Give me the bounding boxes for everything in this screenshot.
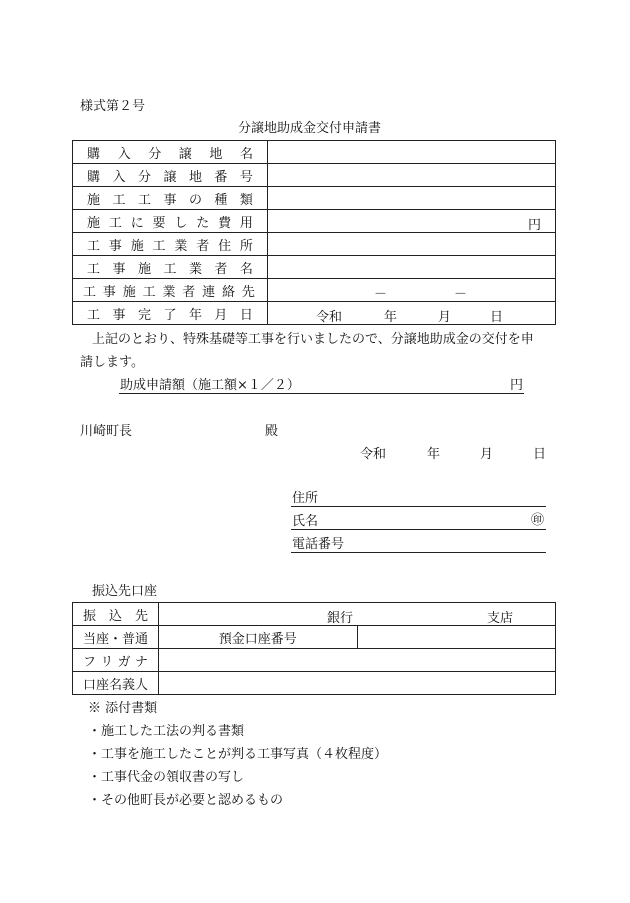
label-char: 施	[87, 215, 101, 231]
bank-account-table	[72, 602, 556, 695]
label-char: 業	[162, 284, 176, 300]
label-char: た	[196, 215, 210, 231]
phone-dash: －	[374, 287, 388, 302]
label-char: 名	[239, 261, 253, 277]
label-char: 日	[239, 307, 253, 323]
honorific: 殿	[265, 424, 279, 439]
label-char: 入	[117, 146, 131, 162]
form-row-label	[73, 166, 267, 185]
label-char: 業	[188, 261, 202, 277]
form-row-label	[73, 189, 267, 208]
bank-row-holder	[73, 672, 556, 695]
body-text-line-2: 請します。	[80, 355, 144, 370]
account-number-cell[interactable]	[357, 626, 556, 649]
form-row	[73, 141, 556, 164]
label-char: 地	[209, 146, 223, 162]
label-char: 費	[218, 215, 232, 231]
form-row-value[interactable]	[268, 187, 556, 210]
date-year: 年	[427, 447, 441, 462]
form-number: 様式第２号	[80, 99, 146, 114]
completion-date-month: 月	[438, 310, 452, 325]
bank-row-transfer	[73, 603, 556, 626]
yen-unit: 円	[527, 218, 541, 233]
label-char: 者	[182, 284, 196, 300]
label-char: ガ	[117, 654, 131, 670]
form-row-value[interactable]	[268, 256, 556, 279]
bank-section-title: 振込先口座	[92, 584, 158, 599]
form-row-value[interactable]	[268, 233, 556, 256]
application-table	[72, 140, 556, 325]
addressee: 川崎町長	[80, 424, 133, 439]
form-row-label	[73, 143, 267, 162]
request-amount-label: 助成申請額（施工額×１／２）	[120, 378, 300, 393]
label-char: 施	[137, 261, 151, 277]
label-char: 工	[152, 238, 166, 254]
completion-date-era: 令和	[316, 310, 343, 325]
label-char: 絡	[222, 284, 236, 300]
label-char: 振	[83, 608, 97, 624]
label-char: 分	[137, 169, 151, 185]
label-char: 工	[83, 284, 97, 300]
label-char: 事	[163, 192, 177, 208]
form-row	[73, 256, 556, 279]
form-row-value[interactable]	[268, 210, 556, 233]
form-row	[73, 164, 556, 187]
form-row-value[interactable]	[268, 302, 556, 325]
attachment-item: ・施工した工法の判る書類	[88, 724, 245, 739]
form-row-label	[73, 235, 267, 254]
bank-name-cell[interactable]	[159, 603, 556, 626]
label-char: の	[188, 192, 202, 208]
label-char: 種	[214, 192, 228, 208]
label-char: 工	[163, 261, 177, 277]
label-char: 事	[102, 284, 116, 300]
form-row-label	[73, 212, 267, 231]
label-char: 施	[87, 192, 101, 208]
form-row-label	[73, 258, 267, 277]
phone-dash: －	[454, 287, 468, 302]
label-char: 連	[202, 284, 216, 300]
form-row	[73, 187, 556, 210]
label-char: 類	[239, 192, 253, 208]
applicant-phone-line[interactable]	[291, 552, 546, 553]
label-char: リ	[100, 654, 114, 670]
form-row	[73, 302, 556, 325]
bank-row-account	[73, 626, 556, 649]
form-row	[73, 233, 556, 256]
account-number-label: 預金口座番号	[218, 631, 297, 647]
account-type-label: 当座・普通	[82, 631, 148, 647]
label-char: 施	[130, 238, 144, 254]
label-char: 工	[87, 261, 101, 277]
label-char: 事	[112, 307, 126, 323]
date-month: 月	[480, 447, 494, 462]
completion-date-day: 日	[490, 310, 504, 325]
applicant-phone-label: 電話番号	[292, 537, 345, 552]
label-char: 譲	[163, 169, 177, 185]
form-title: 分譲地助成金交付申請書	[238, 121, 382, 136]
label-char: 事	[112, 261, 126, 277]
label-char: 用	[239, 215, 253, 231]
label-char: 工	[142, 284, 156, 300]
label-char: 先	[134, 608, 148, 624]
label-char: 工	[108, 215, 122, 231]
label-char: 要	[152, 215, 166, 231]
bank-suffix: 銀行	[327, 611, 354, 626]
seal-mark: ㊞	[531, 513, 545, 528]
applicant-name-label: 氏名	[292, 514, 319, 529]
label-char: 地	[188, 169, 202, 185]
label-char: 譲	[178, 146, 192, 162]
request-amount-unit: 円	[510, 378, 524, 393]
label-char: 購	[87, 146, 101, 162]
label-char: 工	[87, 307, 101, 323]
bank-row-transfer-label	[73, 605, 158, 624]
applicant-name-line[interactable]	[291, 529, 546, 530]
label-char: 入	[112, 169, 126, 185]
date-day: 日	[533, 447, 547, 462]
form-row-label	[73, 304, 267, 323]
furigana-label	[73, 651, 158, 670]
account-holder-label: 口座名義人	[82, 677, 148, 693]
applicant-address-label: 住所	[292, 491, 319, 506]
label-char: 番	[214, 169, 228, 185]
label-char: 工	[87, 238, 101, 254]
label-char: 者	[196, 238, 210, 254]
label-char: 月	[214, 307, 228, 323]
label-char: し	[174, 215, 188, 231]
form-row-value[interactable]	[268, 141, 556, 164]
label-char: 完	[137, 307, 151, 323]
label-char: 先	[241, 284, 255, 300]
label-char: 工	[137, 192, 151, 208]
account-holder-cell[interactable]	[159, 672, 556, 695]
label-char: 所	[239, 238, 253, 254]
label-char: 了	[163, 307, 177, 323]
label-char: 施	[122, 284, 136, 300]
form-row	[73, 210, 556, 233]
applicant-address-line[interactable]	[291, 506, 546, 507]
form-row-value[interactable]	[268, 279, 556, 302]
attachment-item: ・その他町長が必要と認めるもの	[88, 793, 284, 808]
label-char: ナ	[134, 654, 148, 670]
label-char: フ	[83, 654, 97, 670]
furigana-cell[interactable]	[159, 649, 556, 672]
form-row-value[interactable]	[268, 164, 556, 187]
bank-row-furigana	[73, 649, 556, 672]
branch-suffix: 支店	[487, 611, 514, 626]
label-char: 業	[174, 238, 188, 254]
label-char: 購	[87, 169, 101, 185]
attachment-item: ・工事を施工したことが判る工事写真（４枚程度）	[88, 747, 388, 762]
date-era: 令和	[360, 447, 387, 462]
label-char: 住	[218, 238, 232, 254]
label-char: 込	[108, 608, 122, 624]
label-char: 分	[148, 146, 162, 162]
completion-date-year: 年	[384, 310, 398, 325]
label-char: 者	[214, 261, 228, 277]
label-char: 事	[108, 238, 122, 254]
label-char: に	[130, 215, 144, 231]
request-amount-underline	[119, 393, 524, 394]
form-row	[73, 279, 556, 302]
body-text-line-1: 上記のとおり、特殊基礎等工事を行いましたので、分譲地助成金の交付を申	[92, 332, 534, 347]
label-char: 名	[239, 146, 253, 162]
attachments-heading: ※ 添付書類	[88, 701, 158, 716]
form-row-label	[73, 281, 267, 300]
label-char: 号	[239, 169, 253, 185]
label-char: 工	[112, 192, 126, 208]
attachment-item: ・工事代金の領収書の写し	[88, 770, 245, 785]
label-char: 年	[188, 307, 202, 323]
